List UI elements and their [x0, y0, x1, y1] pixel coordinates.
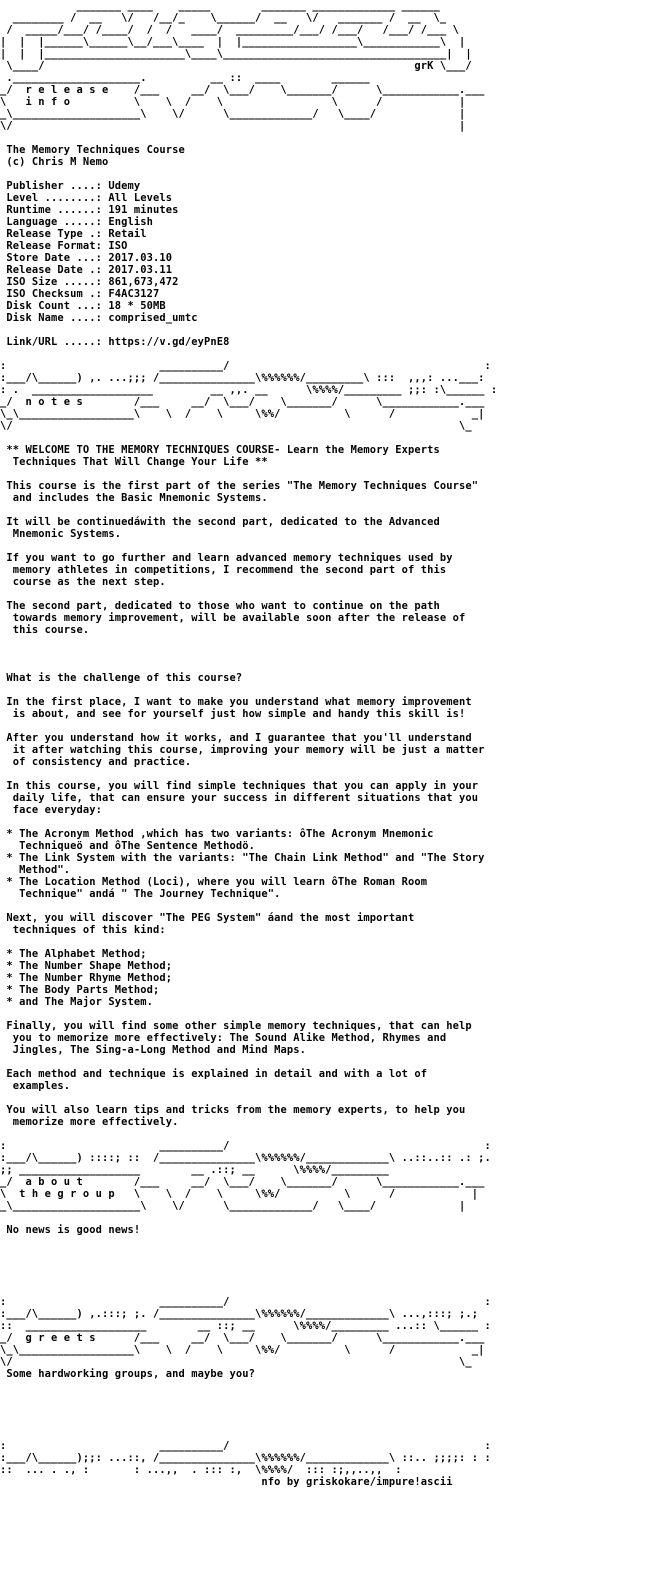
footer-art: : __________/ : :___/\______);;: ...::, /_______________\%%%%%%/_____________\ ::.. ;;;;: : : :: ... . ., : : ...,, . ::: :, \%%%%/ ::: :;,,..,, : [0, 1440, 491, 1476]
release-info-body: The Memory Techniques Course (c) Chris M Nemo Publisher ....: Udemy Level ........: All Levels Runtime ......: 191 minutes Language .....: English Release Type .: Retail Release Format: ISO Store Date ...: 2017.03.10 Release Date .: 2017.03.11 ISO Size .....: 861,673,472 ISO Checksum .: F4AC3127 Disk Count ...: 18 * 50MB Disk Name ....: comprised_umtc Link/URL .....: https://v.gd/eyPnE8 [6, 144, 230, 348]
section-divider: : __________/ : :___/\______) ,.:::; ;. /_______________\%%%%%%/_____________\ ...,:::; ;.; :: ___________________ __ ::; __ \%%%%/_________ ...:: \______ : [0, 1296, 491, 1332]
release-info-header: .____________________. __ :: ____ ______ _/ r e l e a s e /___ __/ \___/ \_______/ \____________.___ \ i n f o \ \ / \ \ / | _\____________________\ \/ \_____________/ \____/ | \/ | [0, 72, 485, 132]
about-the-group-header: _/ a b o u t /___ __/ \___/ \_______/ \____________.___ \ t h e g r o u p \ \ / \ \%%/ \ / | _\____________________\ \/ \_____________/ \____/ | [0, 1176, 485, 1212]
notes-header: _/ n o t e s /___ __/ \___/ \_______/ \____________.___ \_\__________________\ \ / \ \%%/ \ / _| \/ \_ [0, 396, 485, 432]
section-divider: : __________/ : :___/\______) ,. ...;;; /_______________\%%%%%%/_________\ ::: ,,,: ...___: : . ___________________ __ ,,. __ \%%%%/_________ ;;: :\______ : [0, 360, 498, 396]
notes-body: ** WELCOME TO THE MEMORY TECHNIQUES COURSE- Learn the Memory Experts Techniques That Will Change Your Life ** This course is the first part of the series "The Memory Techniques Course" and includes the Basic Mnemonic Systems. It will be continuedáwith the second part, dedicated to the Advanced Mnemonic Systems. If you want to go further and learn advanced memory techniques used by memory athletes in competitions, I recommend the second part of this course as the next step. The second part, dedicated to those who want to continue on the path towards memory improvement, will be available soon after the release of this course. What is the challenge of this course? In the first place, I want to make you understand what memory improvement is about, and see for yourself just how simple and handy this skill is! After you understand how it works, and I guarantee that you'll understand it after watching this course, improving your memory will be just a matter of consistency and practice. In this course, you will find simple techniques that you can apply in your daily life, that can ensure your success in different situations that you face everyday: * The Acronym Method ,which has two variants: ôThe Acronym Mnemonic Techniqueö and ôThe Sentence Methodö. * The Link System with the variants: "The Chain Link Method" and "The Story Method". * The Location Method (Loci), where you will learn ôThe Roman Room Technique" andá " The Journey Technique". Next, you will discover "The PEG System" áand the most important techniques of this kind: * The Alphabet Method; * The Number Shape Method; * The Number Rhyme Method; * The Body Parts Method; * and The Major System. Finally, you will find some other simple memory techniques, that can help you to memorize more effectively: The Sound Alike Method, Rhymes and Jingles, The Sing-a-Long Method and Mind Maps. Each method and technique is explained in detail and with a lot of examples. You will also learn tips and tricks from the memory experts, to help you memorize more effectively. [6, 444, 485, 1128]
greets-header: _/ g r e e t s /___ __/ \___/ \_______/ \____________.___ \_\__________________\ \ / \ \%%/ \ / _| \/ \_ [0, 1332, 485, 1368]
about-the-group-text: No news is good news! [0, 1224, 141, 1236]
banner-logo-art: _______ ____ _____ _______ _____________ ______ ________ / __ \/ /__/_ \______/ __ \/ _______ / __ \_ / _____/___/ /____/ / / ____/ _________/___/ /___/ /___/ /___ \ | | |______\______\__/___\____ | |__________________\____________\ | | | |______________________\____\___________________________________| | \____/ grK \___/ [0, 0, 472, 72]
footer-credit: nfo by griskokare/impure!ascii [261, 1476, 453, 1488]
section-divider: : __________/ : :___/\______) ::::; :: /_______________\%%%%%%/_____________\ ..::..:: .: ;. ;; ___________________ __ .::; __ \%%%%/_________ [0, 1140, 491, 1176]
greets-text: Some hardworking groups, and maybe you? [0, 1368, 256, 1380]
